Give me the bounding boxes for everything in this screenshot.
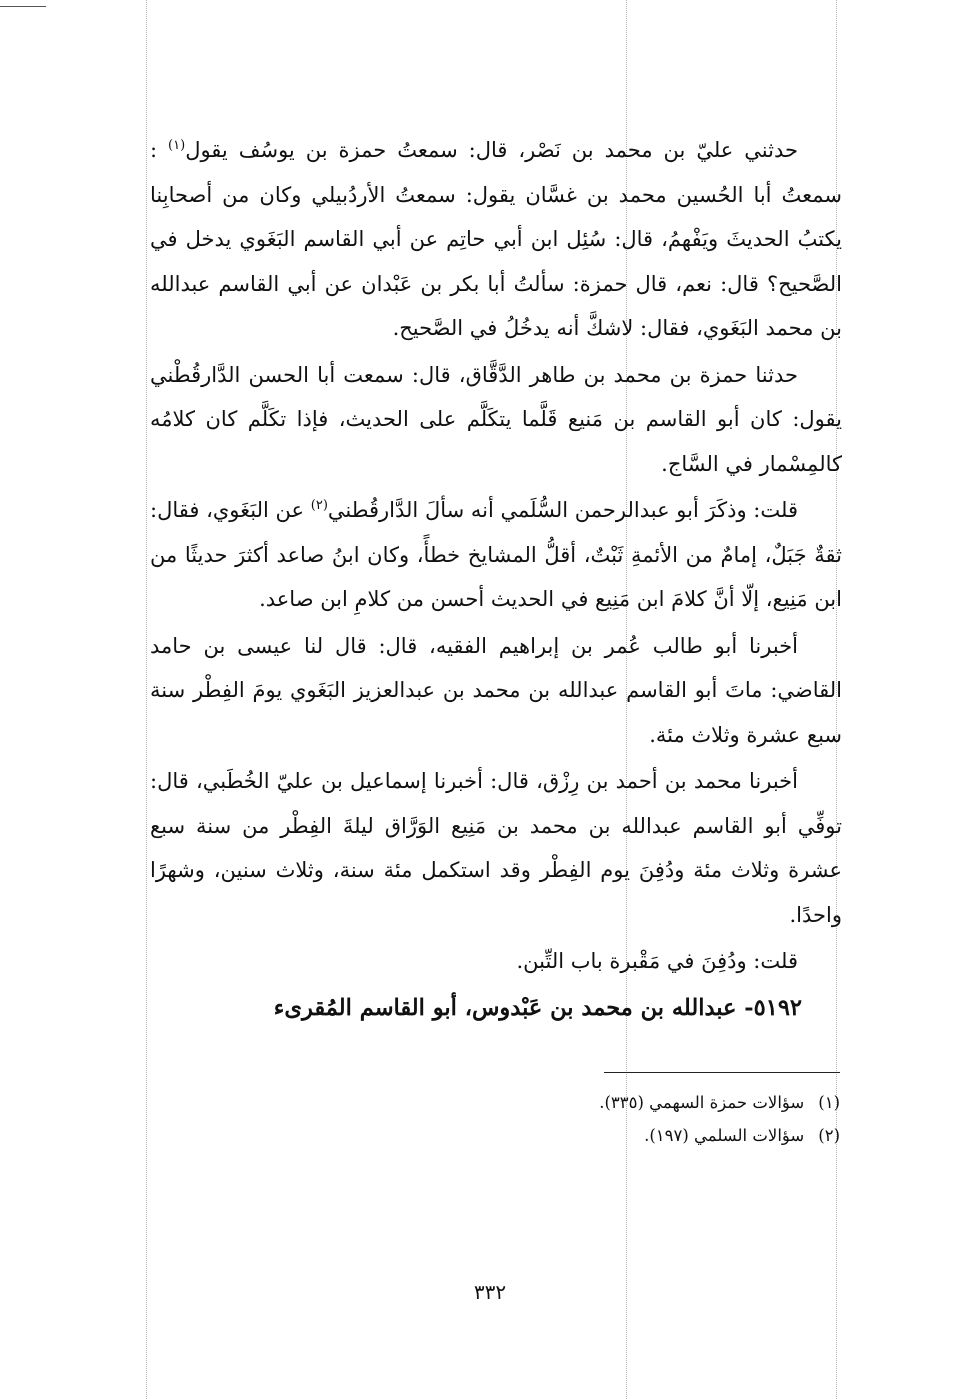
paragraph-3-text-b: عن البَغَوي، فقال: ثقةٌ جَبَلٌ، إمامٌ من الأئمةِ ثَبْتٌ، أقلُّ المشايخ خطأً، وكان ابنُ صاعد أكثرَ حديثًا من ابن مَنِيع، إلّا أنَّ كلامَ ابن مَنِيع في الحديث أحسن من كلامِ ابن صاعد.: [150, 498, 842, 611]
paragraph-1: [150, 128, 842, 351]
footnote-ref-1[interactable]: (١): [168, 138, 186, 153]
paragraph-6: قلت: ودُفِنَ في مَقْبرة باب التِّبن.: [516, 949, 798, 973]
footnote-divider: [604, 1072, 840, 1073]
footnote-2-text: سؤالات السلمي (١٩٧).: [644, 1126, 805, 1145]
footnotes: [440, 1086, 840, 1152]
footnote-1-number: (١): [818, 1093, 840, 1112]
scan-crease-left: [146, 0, 147, 1399]
footnote-1: [440, 1086, 840, 1119]
entry-heading: ٥١٩٢- عبدالله بن محمد بن عَبْدوس، أبو القاسم المُقرىء: [273, 994, 802, 1021]
footnote-1-text: سؤالات حمزة السهمي (٣٣٥).: [599, 1093, 805, 1112]
page-body: [150, 128, 842, 1030]
paragraph-2: حدثنا حمزة بن محمد بن طاهر الدَّقَّاق، قال: سمعت أبا الحسن الدَّارقُطْني يقول: كان أبو القاسم بن مَنيع قَلَّما يتكَلَّم على الحديث، فإذا تكَلَّم كان كلامُه كالمِسْمار في السَّاج.: [150, 362, 842, 476]
footnote-ref-2[interactable]: (٢): [310, 498, 328, 513]
footnote-2-number: (٢): [818, 1126, 840, 1145]
paragraph-3-text-a: قلت: وذكَرَ أبو عبدالرحمن السُّلَمي أنه سألَ الدَّارقُطني: [327, 498, 798, 522]
paragraph-4: أخبرنا أبو طالب عُمر بن إبراهيم الفقيه، قال: قال لنا عيسى بن حامد القاضي: ماتَ أبو القاسم عبدالله بن محمد بن عبدالعزيز البَغَوي يومَ الفِطْر سنة سبع عشرة وثلاث مئة.: [150, 633, 842, 747]
paragraph-1-text-a: حدثني عليّ بن محمد بن نَصْر، قال: سمعتُ حمزة بن يوسُف يقول: [185, 138, 798, 162]
paragraph-5: أخبرنا محمد بن أحمد بن رِزْق، قال: أخبرنا إسماعيل بن عليّ الخُطَبي، قال: توفِّي أبو القاسم عبدالله بن محمد بن مَنِيع الوَرَّاق ليلةَ الفِطْر من سنة سبع عشرة وثلاث مئة ودُفِنَ يوم الفِطْر وقد استكمل مئة سنة، وثلاث سنين، وشهرًا واحدًا.: [150, 769, 842, 927]
paragraph-3: [150, 488, 842, 622]
footnote-2: [440, 1119, 840, 1152]
corner-rule: [0, 6, 46, 7]
page-number: ٣٣٢: [473, 1280, 507, 1304]
paragraph-1-text-b: : سمعتُ أبا الحُسين محمد بن غسَّان يقول: سمعتُ الأردُبيلي وكان من أصحابِنا يكتبُ الحديثَ ويَفْهمُ، قال: سُئِل ابن أبي حاتِم عن أبي القاسم البَغَوي يدخل في الصَّحيح؟ قال: نعم، قال حمزة: سألتُ أبا بكر بن عَبْدان عن أبي القاسم عبدالله بن محمد البَغَوي، فقال: لاشكَّ أنه يدخُلُ في الصَّحيح.: [150, 138, 842, 340]
